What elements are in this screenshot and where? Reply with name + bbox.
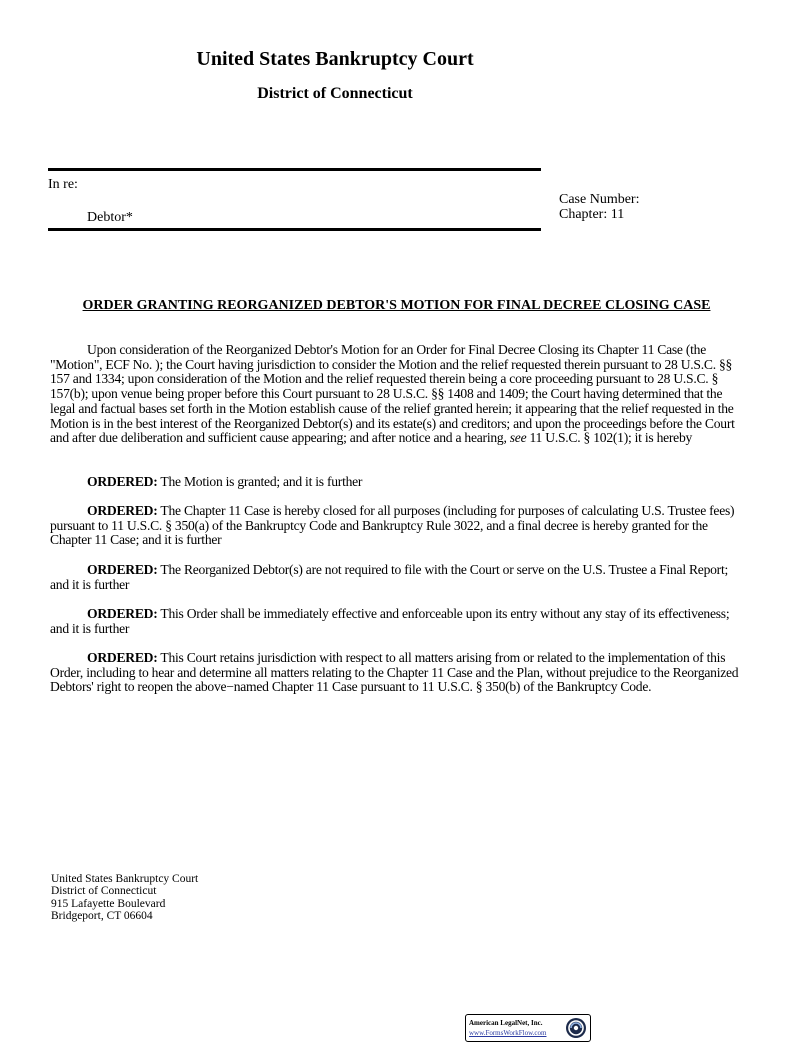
address-line: United States Bankruptcy Court bbox=[51, 873, 199, 885]
globe-icon bbox=[565, 1017, 587, 1039]
ordered-text: The Chapter 11 Case is hereby closed for all purposes (including for purposes of calculating U.S. Trustee fees) pursuant to 11 U.S.C. § 350(a) of the Bankruptcy Code and Bankruptcy Rule 3022, and a final decree is hereby granted for the Chapter 11 Case; and it is further bbox=[50, 503, 735, 548]
ordered-text: The Reorganized Debtor(s) are not required to file with the Court or serve on the U.S. Trustee a Final Report; and it is further bbox=[50, 562, 729, 592]
intro-paragraph bbox=[50, 343, 750, 446]
ordered-label: ORDERED: bbox=[87, 606, 158, 621]
ordered-paragraph bbox=[50, 651, 750, 695]
ordered-paragraph bbox=[50, 475, 750, 490]
publisher-logo[interactable] bbox=[465, 1014, 591, 1042]
court-name: United States Bankruptcy Court bbox=[196, 48, 474, 70]
logo-url-link[interactable]: www.FormsWorkFlow.com bbox=[469, 1029, 547, 1037]
ordered-label: ORDERED: bbox=[87, 474, 158, 489]
ordered-text: The Motion is granted; and it is further bbox=[160, 474, 363, 489]
ordered-text: This Court retains jurisdiction with respect to all matters arising from or related to the implementation of this Order, including to hear and determine all matters relating to the Chapter 11 Case and the Plan, without prejudice to the Reorganized Debtors' right to reopen the above−named Chapter 11 Case pursuant to 11 U.S.C. § 350(b) of the Bankruptcy Code. bbox=[50, 650, 739, 695]
ordered-paragraph bbox=[50, 563, 750, 592]
ordered-paragraph bbox=[50, 607, 750, 636]
see-signal: see bbox=[509, 430, 527, 446]
address-line: 915 Lafayette Boulevard bbox=[51, 897, 166, 910]
debtor-label: Debtor* bbox=[87, 210, 133, 225]
ordered-label: ORDERED: bbox=[87, 503, 158, 518]
intro-text-end: 11 U.S.C. § 102(1); it is hereby bbox=[529, 430, 693, 446]
chapter-label: Chapter: 11 bbox=[559, 207, 625, 222]
caption-bottom-rule bbox=[48, 228, 541, 231]
intro-text: Upon consideration of the Reorganized Debtor's Motion for an Order for Final Decree Closing its Chapter 11 Case (the "Motion", ECF No. ); the Court having jurisdiction to consider the Motion and the relief requested therein pursuant to 28 U.S.C. §§ 157 and 1334; upon consideration of the Motion and the relief requested therein being a core proceeding pursuant to 28 U.S.C. § 157(b); upon venue being proper before this Court pursuant to 28 U.S.C. §§ 1408 and 1409; the Court having determined that the legal and factual bases set forth in the Motion establish cause of the relief granted herein; it appearing that the relief requested in the Motion is in the best interest of the Reorganized Debtor(s) and its estate(s) and creditors; and upon the proceedings before the Court and after due deliberation and sufficient cause appearing; and after notice and a hearing, bbox=[50, 342, 735, 446]
court-address bbox=[51, 873, 198, 922]
case-number-label: Case Number: bbox=[559, 192, 640, 207]
ordered-label: ORDERED: bbox=[87, 562, 158, 577]
address-line: District of Connecticut bbox=[51, 885, 157, 898]
ordered-text: This Order shall be immediately effective and enforceable upon its entry without any stay of its effectiveness; and it is further bbox=[50, 606, 730, 636]
order-title: ORDER GRANTING REORGANIZED DEBTOR'S MOTION FOR FINAL DECREE CLOSING CASE bbox=[82, 298, 711, 313]
ordered-paragraph bbox=[50, 504, 750, 548]
ordered-label: ORDERED: bbox=[87, 650, 158, 665]
address-line: Bridgeport, CT 06604 bbox=[51, 909, 153, 922]
logo-company: American LegalNet, Inc. bbox=[469, 1019, 543, 1027]
in-re-label: In re: bbox=[48, 177, 78, 192]
district-name: District of Connecticut bbox=[257, 85, 413, 102]
caption-top-rule bbox=[48, 168, 541, 171]
